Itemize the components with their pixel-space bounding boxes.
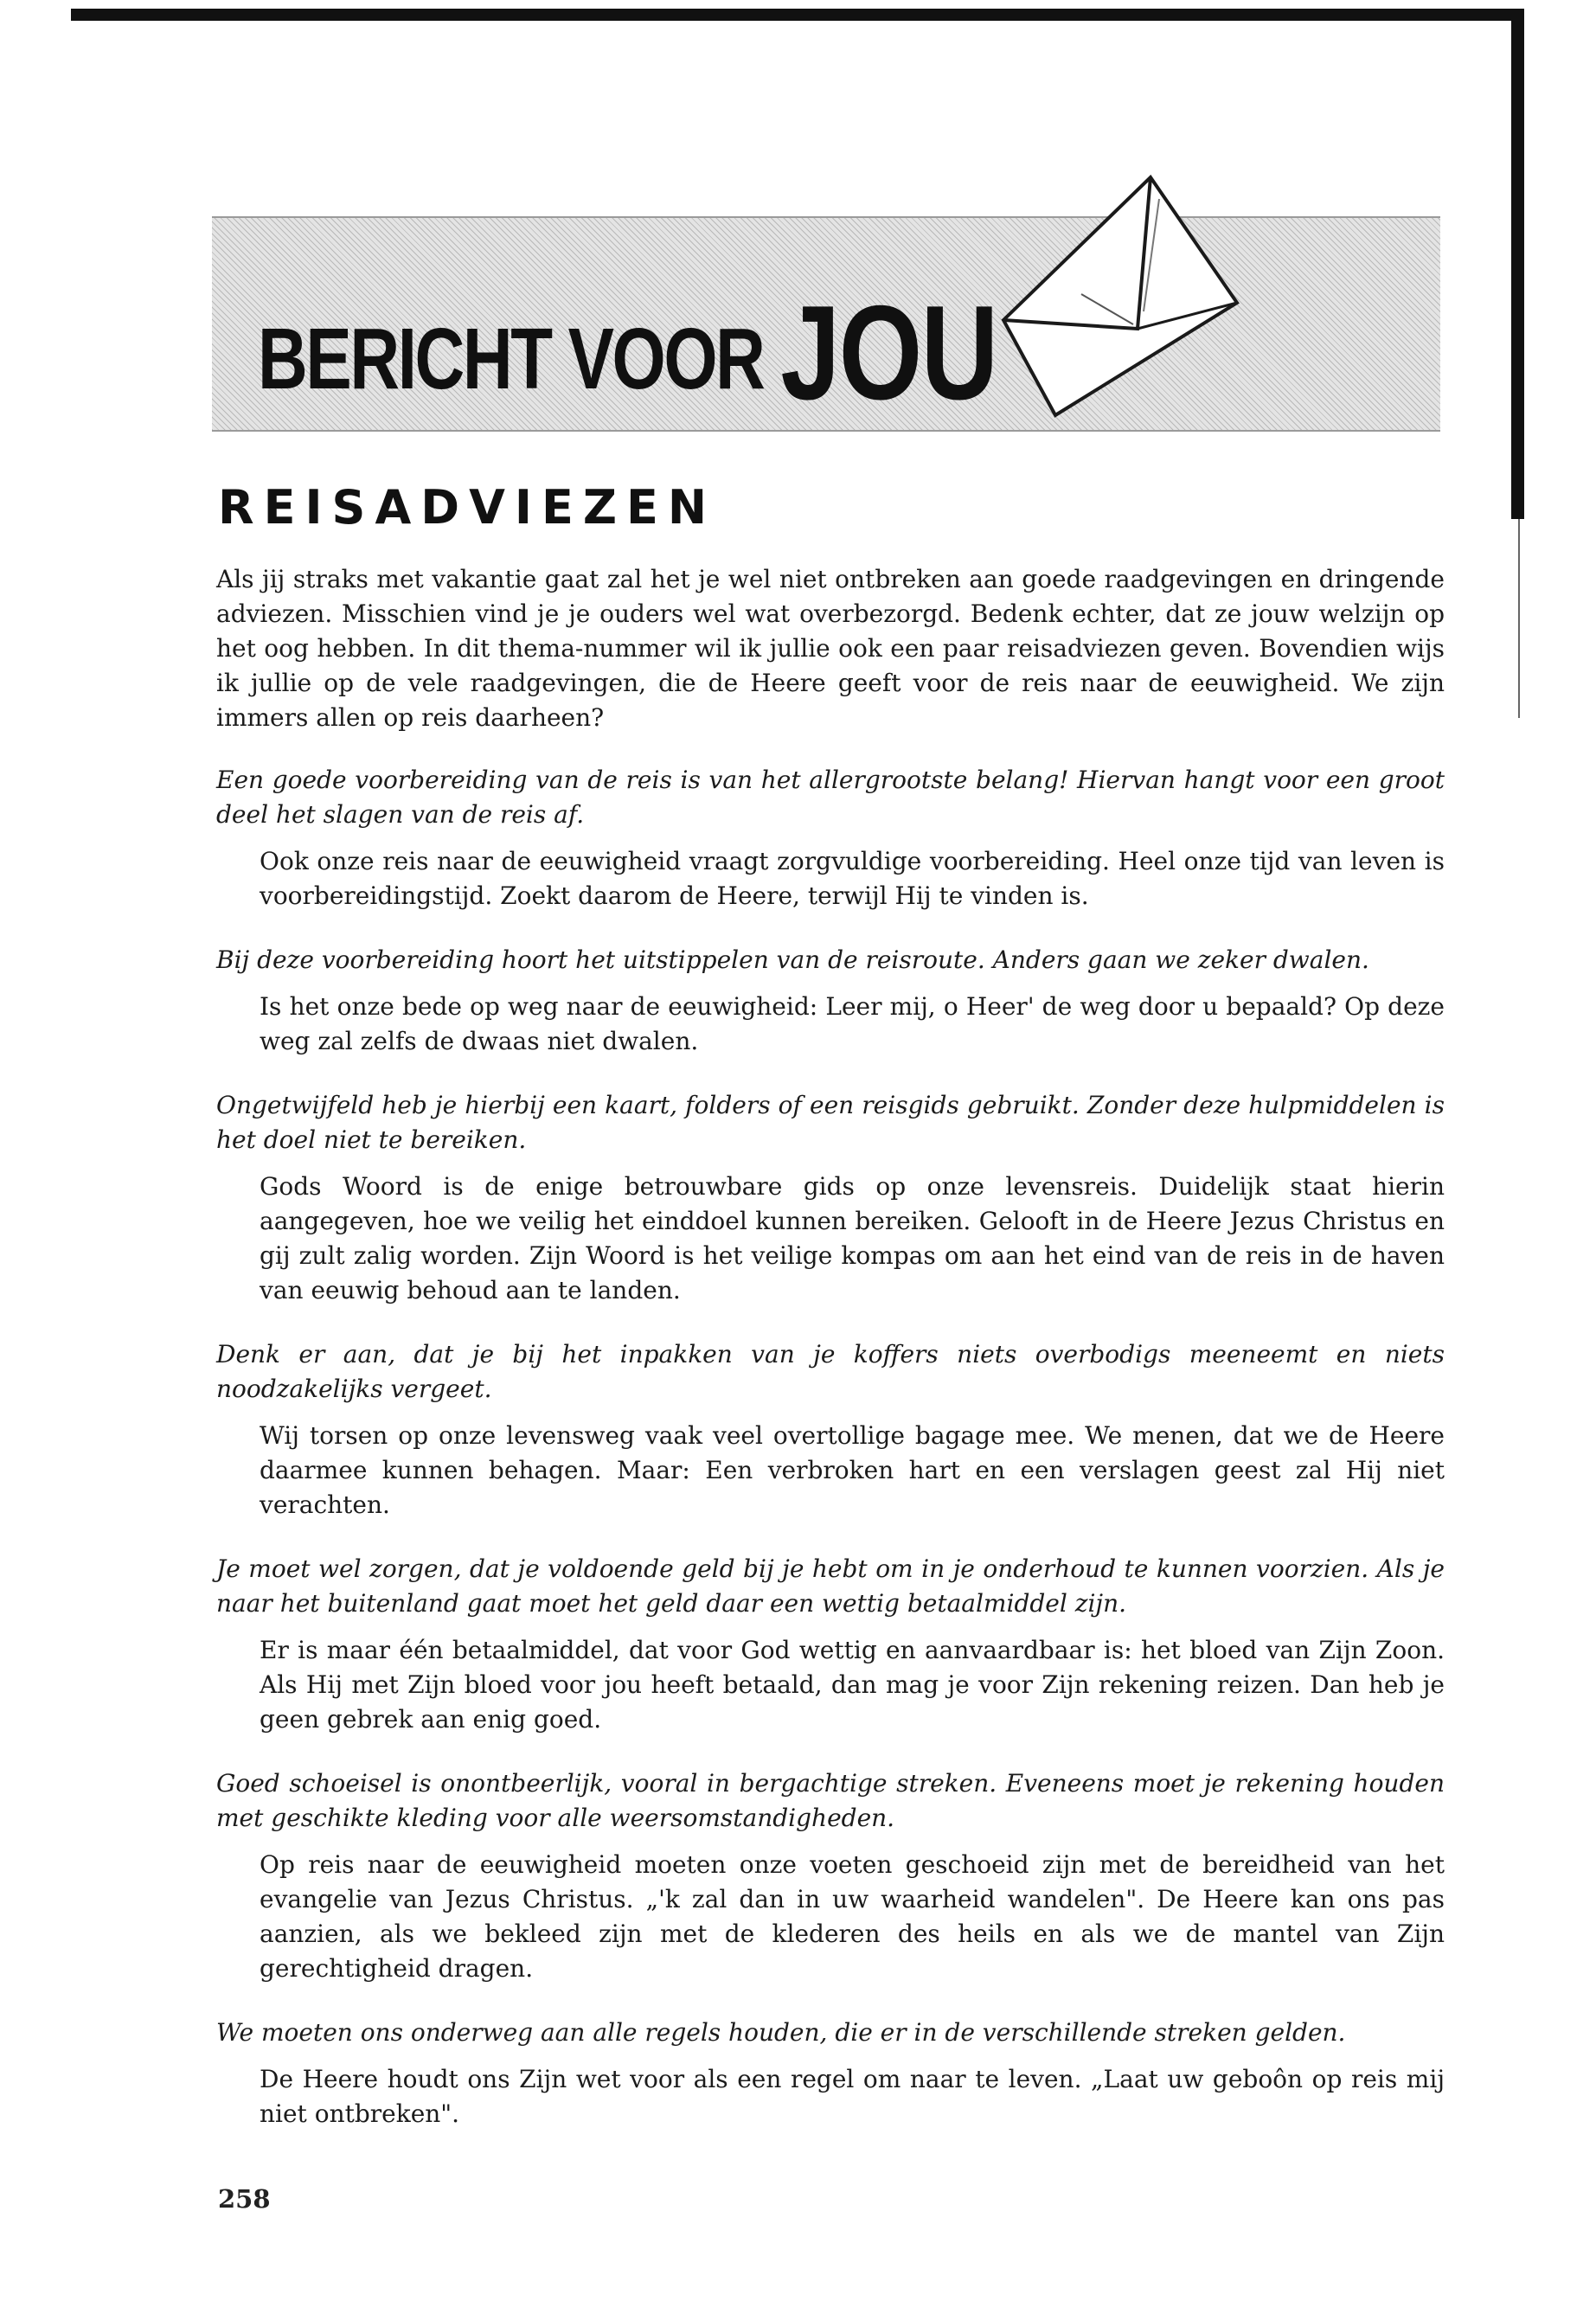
section-block: [216, 1766, 1445, 1986]
envelope-icon: [986, 164, 1280, 424]
article-body: [216, 562, 1445, 2161]
banner-title: [258, 278, 997, 427]
scan-top-rule: [71, 9, 1524, 21]
advice-text: Een goede voorbereiding van de reis is van het allergrootste belang! Hiervan hangt voor een groot deel het slagen van de reis af.: [216, 766, 1445, 829]
answer-text: Wij torsen op onze levensweg vaak veel overtollige bagage mee. We menen, dat we de Heere daarmee kunnen behagen. Maar: Een verbroken hart en een verslagen geest zal Hij niet verachten.: [260, 1421, 1445, 1519]
article-title: REISADVIEZEN: [218, 480, 717, 535]
advice-text: Bij deze voorbereiding hoort het uitstippelen van de reisroute. Anders gaan we zeker dwalen.: [216, 945, 1369, 974]
scan-right-rule: [1511, 9, 1524, 519]
section-block: [216, 1337, 1445, 1522]
section-block: [216, 943, 1445, 1059]
answer-text: Gods Woord is de enige betrouwbare gids op onze levensreis. Duidelijk staat hierin aangegeven, hoe we veilig het einddoel kunnen bereiken. Gelooft in de Heere Jezus Christus en gij zult zalig worden. Zijn Woord is het veilige kompas om aan het eind van de reis in de haven van eeuwig behoud aan te landen.: [260, 1172, 1445, 1304]
advice-text: Je moet wel zorgen, dat je voldoende geld bij je hebt om in je onderhoud te kunnen voorzien. Als je naar het buitenland gaat moet het geld daar een wettig betaalmiddel zijn.: [216, 1554, 1445, 1618]
section-block: [216, 2016, 1445, 2131]
answer-text: De Heere houdt ons Zijn wet voor als een regel om naar te leven. „Laat uw geboôn op reis mij niet ontbreken".: [260, 2065, 1445, 2128]
advice-text: Goed schoeisel is onontbeerlijk, vooral in bergachtige streken. Eveneens moet je rekening houden met geschikte kleding voor alle weersomstandigheden.: [216, 1769, 1445, 1832]
advice-text: Ongetwijfeld heb je hierbij een kaart, folders of een reisgids gebruikt. Zonder deze hulpmiddelen is het doel niet te bereiken.: [216, 1091, 1445, 1154]
section-block: [216, 1088, 1445, 1308]
section-block: [216, 763, 1445, 913]
answer-text: Er is maar één betaalmiddel, dat voor God wettig en aanvaardbaar is: het bloed van Zijn Zoon. Als Hij met Zijn bloed voor jou heeft betaald, dan mag je voor Zijn rekening reizen. Dan heb je geen gebrek aan enig goed.: [260, 1636, 1445, 1734]
intro-paragraph: Als jij straks met vakantie gaat zal het je wel niet ontbreken aan goede raadgevingen en dringende adviezen. Misschien vind je je ouders wel wat overbezorgd. Bedenk echter, dat ze jouw welzijn op het oog hebben. In dit thema-nummer wil ik jullie ook een paar reisadviezen geven. Bovendien wijs ik jullie op de vele raadgevingen, die de Heere geeft voor de reis naar de eeuwigheid. We zijn immers allen op reis daarheen?: [216, 565, 1445, 732]
advice-text: We moeten ons onderweg aan alle regels houden, die er in de verschillende streken gelden.: [216, 2018, 1346, 2047]
answer-text: Op reis naar de eeuwigheid moeten onze voeten geschoeid zijn met de bereidheid van het evangelie van Jezus Christus. „'k zal dan in uw waarheid wandelen". De Heere kan ons pas aanzien, als we bekleed zijn met de klederen des heils en als we de mantel van Zijn gerechtigheid dragen.: [260, 1850, 1445, 1983]
section-block: [216, 1552, 1445, 1737]
page-number: 258: [218, 2184, 271, 2214]
banner-title-jou: JOU: [780, 278, 997, 427]
answer-text: Is het onze bede op weg naar de eeuwigheid: Leer mij, o Heer' de weg door u bepaald? Op deze weg zal zelfs de dwaas niet dwalen.: [260, 992, 1445, 1055]
advice-text: Denk er aan, dat je bij het inpakken van je koffers niets overbodigs meeneemt en niets noodzakelijks vergeet.: [216, 1340, 1445, 1403]
banner-title-main: BERICHT VOOR: [258, 311, 781, 407]
scan-right-rule-thin: [1518, 519, 1520, 718]
answer-text: Ook onze reis naar de eeuwigheid vraagt zorgvuldige voorbereiding. Heel onze tijd van leven is voorbereidingstijd. Zoekt daarom de Heere, terwijl Hij te vinden is.: [260, 847, 1445, 910]
